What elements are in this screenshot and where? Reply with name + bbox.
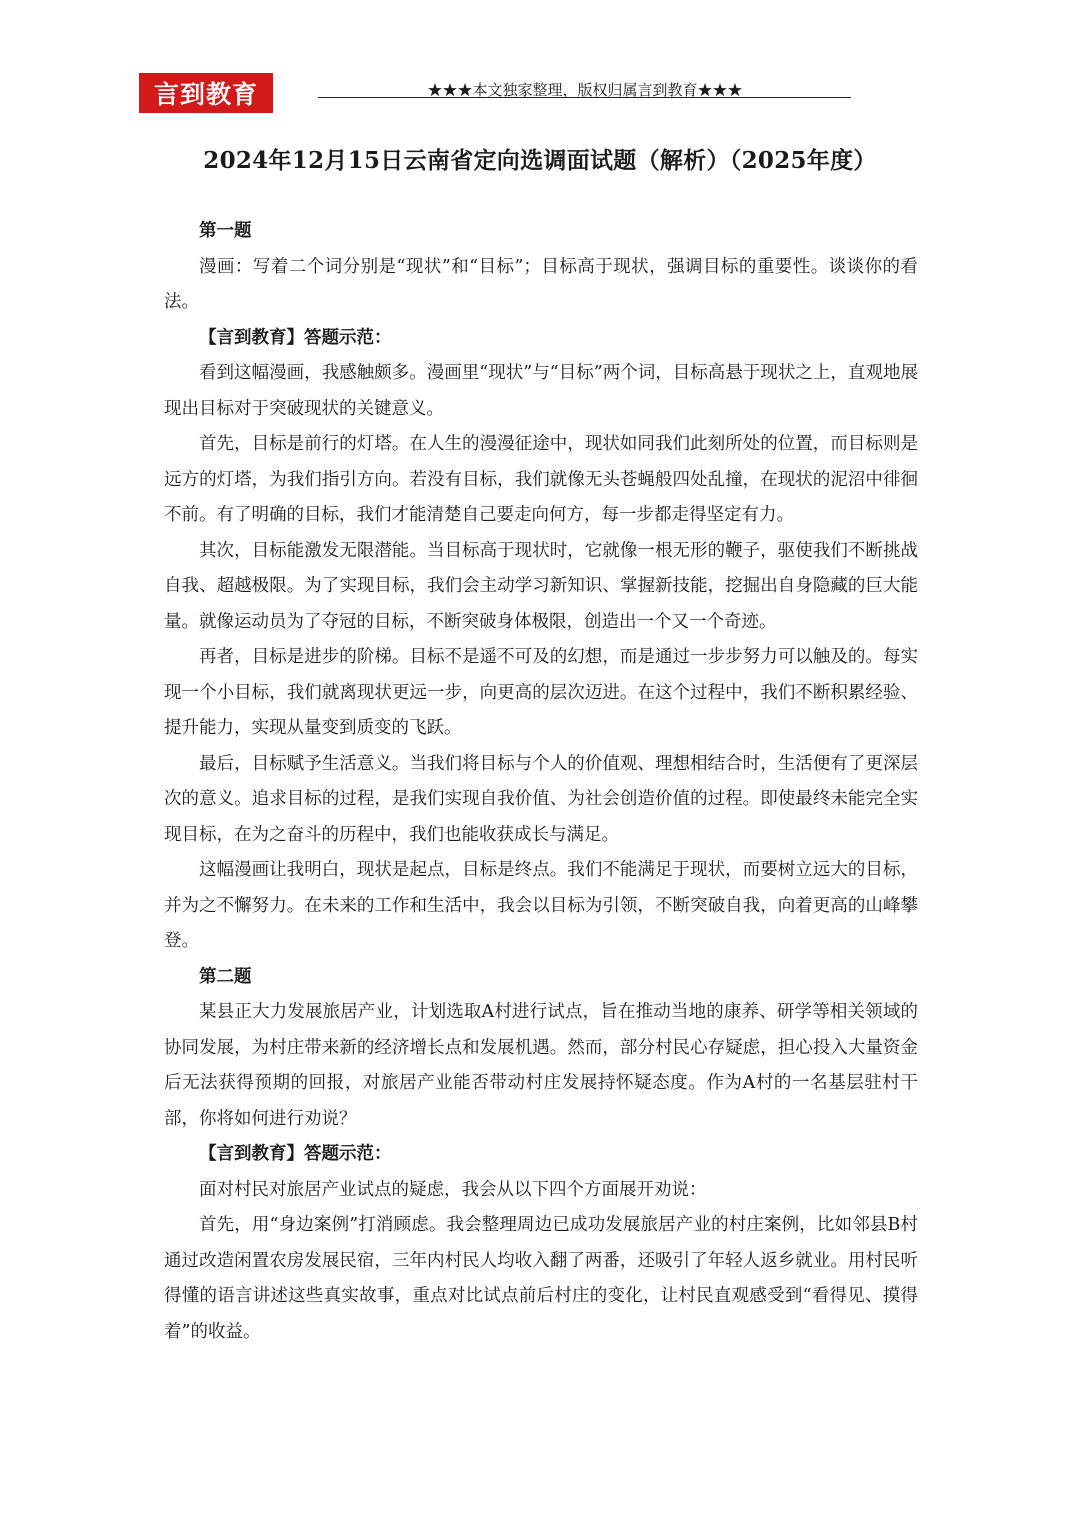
q1-paragraph: 其次，目标能激发无限潜能。当目标高于现状时，它就像一根无形的鞭子，驱使我们不断挑战自我、超越极限。为了实现目标，我们会主动学习新知识、掌握新技能，挖掘出自身隐藏的巨大能量。就像运动员为了夺冠的目标，不断突破身体极限，创造出一个又一个奇迹。 bbox=[164, 540, 918, 632]
document-body bbox=[164, 214, 918, 1350]
q2-paragraph: 面对村民对旅居产业试点的疑虑，我会从以下四个方面展开劝说： bbox=[199, 1179, 707, 1200]
copyright-note: ★★★本文独家整理，版权归属言到教育★★★ bbox=[427, 81, 743, 99]
q1-heading: 第一题 bbox=[199, 221, 252, 241]
q2-answer-label: 【言到教育】答题示范： bbox=[199, 1144, 392, 1164]
q2-paragraph: 首先，用“身边案例”打消顾虑。我会整理周边已成功发展旅居产业的村庄案例，比如邻县B村通过改造闲置农房发展民宿，三年内村民人均收入翻了两番，还吸引了年轻人返乡就业。用村民听得懂的语言讲述这些真实故事，重点对比试点前后村庄的变化，让村民直观感受到“看得见、摸得着”的收益。 bbox=[164, 1215, 918, 1342]
q1-paragraph: 看到这幅漫画，我感触颇多。漫画里“现状”与“目标”两个词，目标高悬于现状之上，直观地展现出目标对于突破现状的关键意义。 bbox=[164, 363, 918, 419]
brand-logo: 言到教育 bbox=[139, 73, 273, 113]
q1-paragraph: 再者，目标是进步的阶梯。目标不是遥不可及的幻想，而是通过一步步努力可以触及的。每实现一个小目标，我们就离现状更远一步，向更高的层次迈进。在这个过程中，我们不断积累经验、提升能力，实现从量变到质变的飞跃。 bbox=[164, 647, 918, 738]
header-divider bbox=[318, 97, 851, 98]
q1-question: 漫画：写着二个词分别是“现状”和“目标”；目标高于现状，强调目标的重要性。谈谈你的看法。 bbox=[164, 256, 918, 312]
q2-question: 某县正大力发展旅居产业，计划选取A村进行试点，旨在推动当地的康养、研学等相关领域的协同发展，为村庄带来新的经济增长点和发展机遇。然而，部分村民心存疑虑，担心投入大量资金后无法获得预期的回报，对旅居产业能否带动村庄发展持怀疑态度。作为A村的一名基层驻村干部，你将如何进行劝说？ bbox=[164, 1002, 918, 1129]
q1-paragraph: 最后，目标赋予生活意义。当我们将目标与个人的价值观、理想相结合时，生活便有了更深层次的意义。追求目标的过程，是我们实现自我价值、为社会创造价值的过程。即使最终未能完全实现目标，在为之奋斗的历程中，我们也能收获成长与满足。 bbox=[164, 753, 918, 845]
q2-heading: 第二题 bbox=[199, 966, 252, 987]
q1-paragraph: 首先，目标是前行的灯塔。在人生的漫漫征途中，现状如同我们此刻所处的位置，而目标则是远方的灯塔，为我们指引方向。若没有目标，我们就像无头苍蝇般四处乱撞，在现状的泥沼中徘徊不前。有了明确的目标，我们才能清楚自己要走向何方，每一步都走得坚定有力。 bbox=[164, 434, 918, 525]
document-title: 2024年12月15日云南省定向选调面试题（解析）（2025年度） bbox=[203, 147, 877, 174]
q1-answer-label: 【言到教育】答题示范： bbox=[199, 327, 392, 348]
q1-paragraph: 这幅漫画让我明白，现状是起点，目标是终点。我们不能满足于现状，而要树立远大的目标，并为之不懈努力。在未来的工作和生活中，我会以目标为引领，不断突破自我，向着更高的山峰攀登。 bbox=[164, 860, 918, 951]
